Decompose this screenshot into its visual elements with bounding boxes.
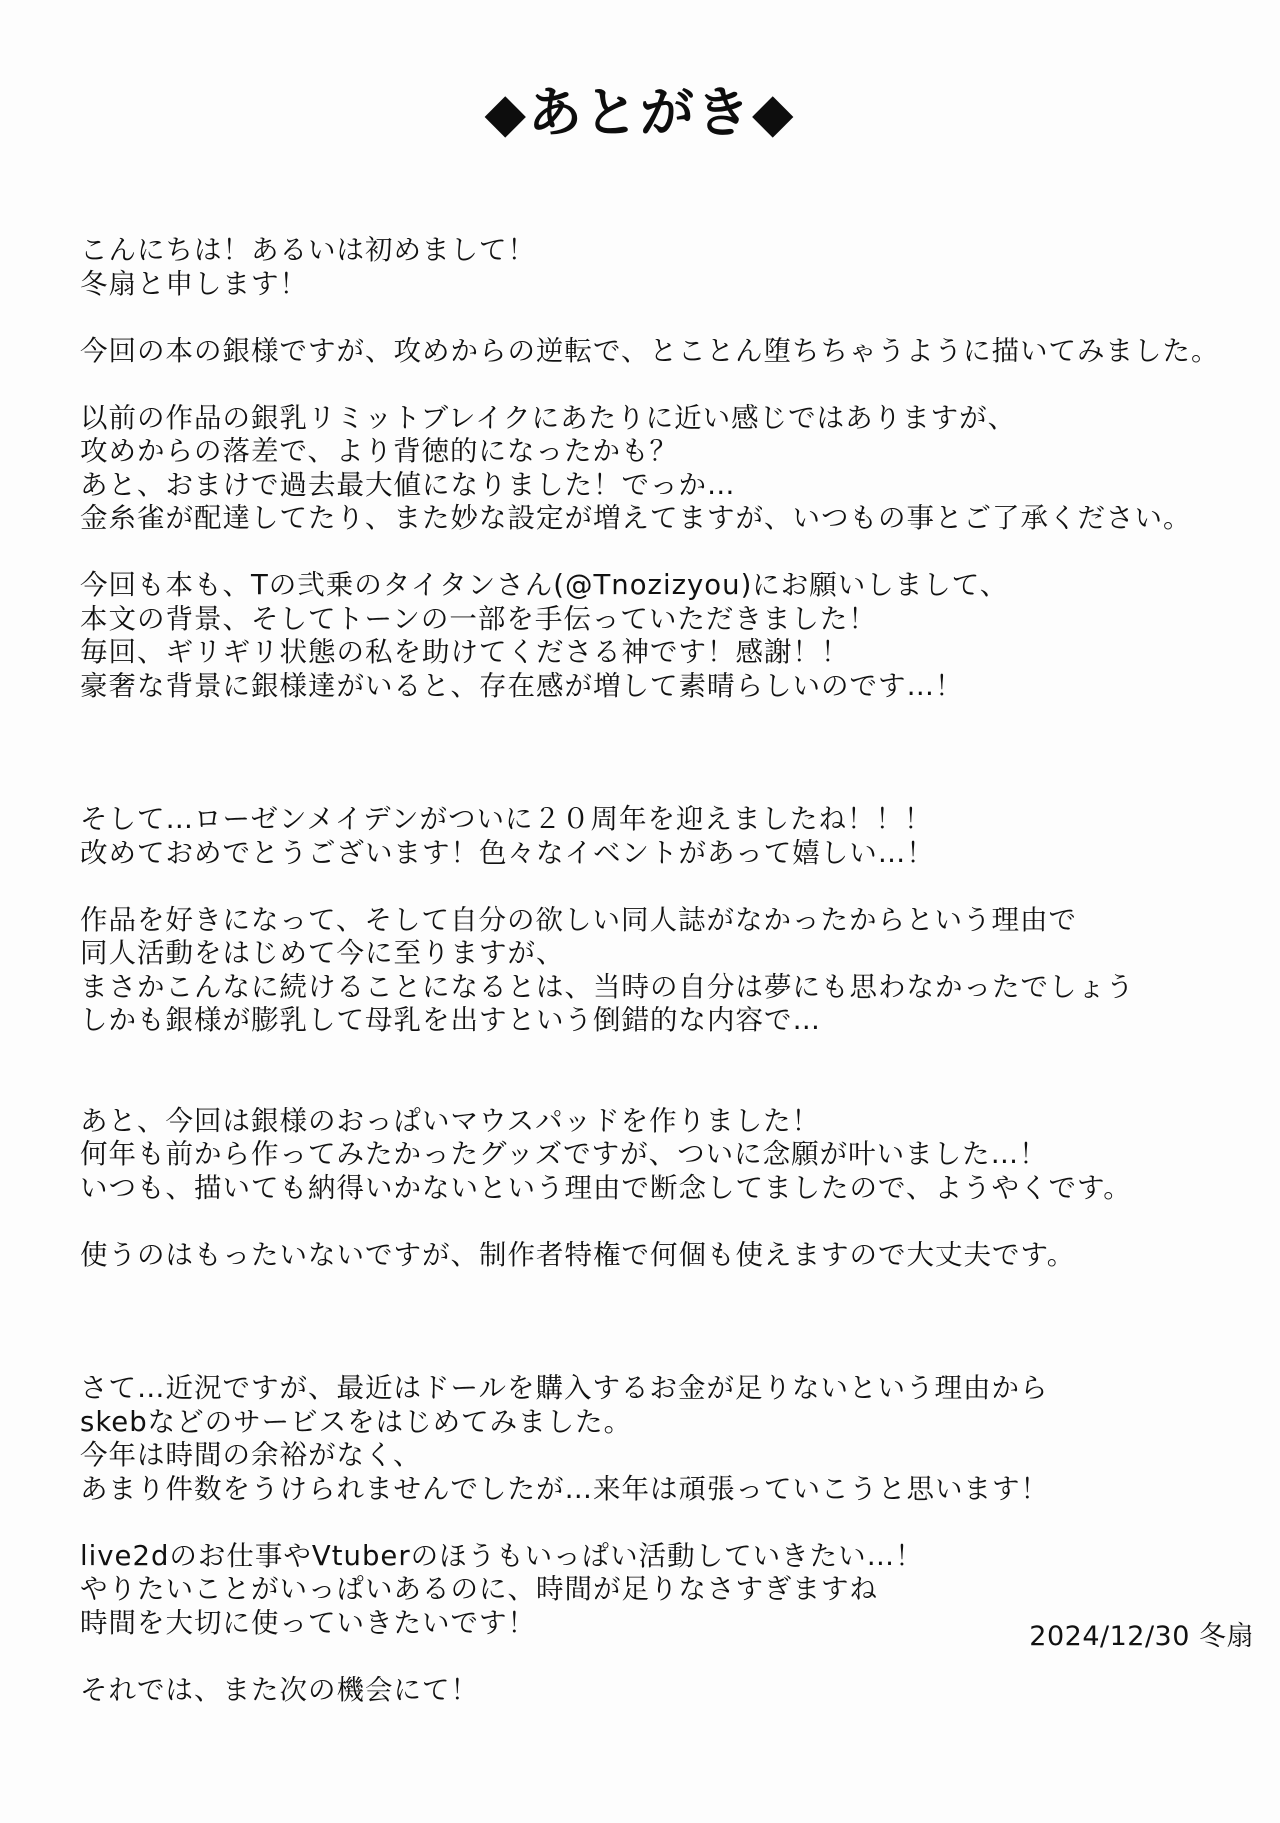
text-line: 豪奢な背景に銀様達がいると、存在感が増して素晴らしいのです…！ xyxy=(80,669,964,702)
text-line: あと、今回は銀様のおっぱいマウスパッドを作りました！ xyxy=(80,1104,821,1137)
text-line: あと、おまけで過去最大値になりました！でっか… xyxy=(80,468,736,501)
paragraph-closing xyxy=(80,1674,1260,1708)
text-line: あまり件数をうけられませんでしたが…来年は頑張っていこうと思います！ xyxy=(80,1472,1049,1505)
text-line: そして…ローゼンメイデンがついに２０周年を迎えましたね！！！ xyxy=(80,803,933,835)
text-line: 毎回、ギリギリ状態の私を助けてくださる神です！感謝！！ xyxy=(80,636,850,668)
text-line: skebなどのサービスをはじめてみました。 xyxy=(80,1405,633,1438)
text-line: 攻めからの落差で、より背徳的になったかも？ xyxy=(80,435,678,467)
text-line: 今回も本も、Tの弐乗のタイタンさん(@Tnozizyou)にお願いしまして、 xyxy=(80,569,1009,601)
text-line: live2dのお仕事やVtuberのほうもいっぱい活動していきたい…！ xyxy=(80,1539,924,1572)
text-line: いつも、描いても納得いかないという理由で断念してましたので、ようやくです。 xyxy=(80,1171,1132,1204)
paragraph-doujin-activity xyxy=(80,904,1260,1038)
afterword-body xyxy=(80,234,1260,1707)
text-line: 金糸雀が配達してたり、また妙な設定が増えてますが、いつもの事とご了承ください。 xyxy=(80,502,1192,534)
paragraph-mousepad-usage xyxy=(80,1239,1260,1273)
text-line: 何年も前から作ってみたかったグッズですが、ついに念願が叶いました…！ xyxy=(80,1138,1048,1170)
page-title: ◆あとがき◆ xyxy=(484,81,796,144)
text-line: しかも銀様が膨乳して母乳を出すという倒錯的な内容で… xyxy=(80,1004,821,1036)
text-line: やりたいことがいっぱいあるのに、時間が足りなさすぎますね xyxy=(80,1573,878,1605)
text-line: 同人活動をはじめて今に至りますが、 xyxy=(80,937,565,969)
text-line: 冬扇と申します！ xyxy=(80,267,308,300)
text-line: 今年は時間の余裕がなく、 xyxy=(80,1439,422,1471)
text-line: 改めておめでとうございます！色々なイベントがあって嬉しい…！ xyxy=(80,836,935,869)
paragraph-mousepad xyxy=(80,1105,1260,1206)
paragraph-book-intro xyxy=(80,335,1260,369)
paragraph-anniversary xyxy=(80,803,1260,870)
paragraph-recent-news xyxy=(80,1372,1260,1506)
text-line: それでは、また次の機会にて！ xyxy=(80,1673,479,1706)
text-line: 本文の背景、そしてトーンの一部を手伝っていただきました！ xyxy=(80,602,877,635)
paragraph-greeting xyxy=(80,234,1260,301)
text-line: 作品を好きになって、そして自分の欲しい同人誌がなかったからという理由で xyxy=(80,903,1077,936)
text-line: 以前の作品の銀乳リミットブレイクにあたりに近い感じではありますが、 xyxy=(80,401,1017,434)
date-signature: 2024/12/30 冬扇 xyxy=(1029,1621,1254,1652)
text-line: こんにちは！あるいは初めまして！ xyxy=(80,234,536,266)
text-line: 使うのはもったいないですが、制作者特権で何個も使えますので大丈夫です。 xyxy=(80,1238,1076,1271)
paragraph-thanks xyxy=(80,569,1260,703)
text-line: 今回の本の銀様ですが、攻めからの逆転で、とことん堕ちちゃうように描いてみました。 xyxy=(80,334,1220,367)
text-line: まさかこんなに続けることになるとは、当時の自分は夢にも思わなかったでしょう xyxy=(80,970,1135,1003)
paragraph-previous-work xyxy=(80,402,1260,536)
text-line: 時間を大切に使っていきたいです！ xyxy=(80,1606,536,1639)
text-line: さて…近況ですが、最近はドールを購入するお金が足りないという理由から xyxy=(80,1372,1049,1404)
